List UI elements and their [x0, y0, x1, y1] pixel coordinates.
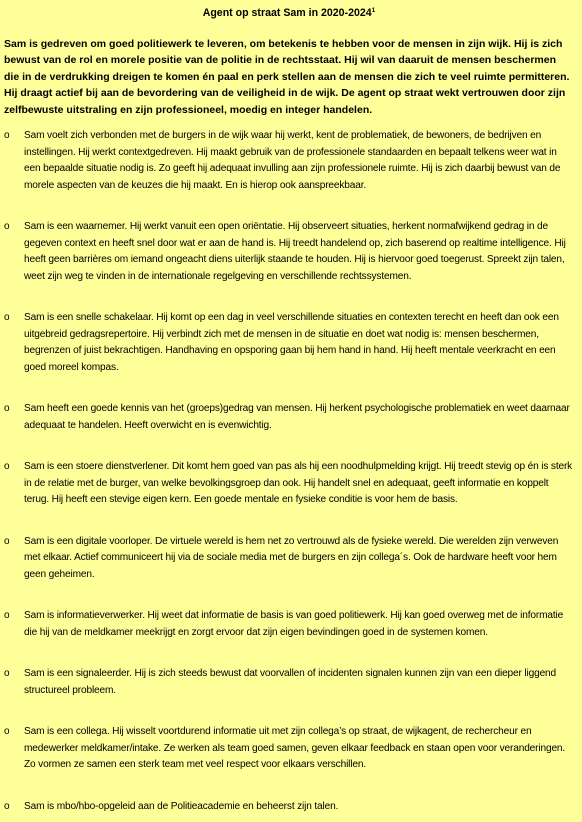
- list-item: [4, 219, 574, 285]
- list-item: [4, 310, 574, 376]
- list-item-text: Sam is informatieverwerker. Hij weet dat informatie de basis is van goed politiewerk. Hij kan goed overweg met de informatie die hij van de meldkamer meekrijgt en zorgt ervoor dat zijn eigen bevindingen goed in de systemen komen.: [24, 610, 564, 638]
- list-item: [4, 401, 574, 434]
- bullet-circle-icon: o: [4, 130, 10, 142]
- list-item-text: Sam is mbo/hbo-opgeleid aan de Politieacademie en beheerst zijn talen.: [24, 800, 339, 812]
- list-item-text: Sam is een stoere dienstverlener. Dit komt hem goed van pas als hij een noodhulpmelding krijgt. Hij treedt stevig op én is sterk in de relatie met de burger, van welke bevolkingsgroep dan ook. Hij handelt snel en adequaat, geeft informatie en koppelt terug. Hij heeft een stevige eigen kern. Een goede mentale en fysieke conditie is voor hem de basis.: [24, 461, 573, 506]
- list-item: [4, 666, 574, 699]
- bullet-circle-icon: o: [4, 461, 10, 473]
- list-item: [4, 128, 574, 194]
- bullet-circle-icon: o: [4, 800, 10, 812]
- bullet-circle-icon: o: [4, 312, 10, 324]
- list-item: [4, 724, 574, 774]
- list-item-text: Sam is een waarnemer. Hij werkt vanuit een open oriëntatie. Hij observeert situaties, herkent normafwijkend gedrag in de gegeven context en heeft snel door wat er aan de hand is. Hij treedt handelend op, zich baserend op realtime intelligence. Hij heeft geen barrières om iemand ongeacht diens uiterlijk staande te houden. Hij is hiervoor goed toegerust. Spreekt zijn talen, weet zijn weg te vinden in de internationale regelgeving en verschillende rechtssystemen.: [24, 221, 566, 282]
- list-item: [4, 534, 574, 584]
- title-footnote-marker: 1: [371, 7, 376, 14]
- profile-bullet-list: [4, 128, 574, 815]
- list-item-text: Sam is een signaleerder. Hij is zich steeds bewust dat voorvallen of incidenten signalen kunnen zijn van een dieper liggend structureel probleem.: [24, 668, 557, 696]
- list-item-text: Sam is een collega. Hij wisselt voortdurend informatie uit met zijn collega’s op straat, de wijkagent, de rechercheur en medewerker meldkamer/intake. Ze werken als team goed samen, geven elkaar feedback en staan open voor veranderingen. Zo vormen ze samen een sterk team met veel respect voor elkaars verschillen.: [24, 726, 566, 771]
- list-item-text: Sam is een snelle schakelaar. Hij komt op een dag in veel verschillende situaties en contexten terecht en heeft dan ook een uitgebreid gedragsrepertoire. Hij verbindt zich met de mensen in de situatie en doet wat nodig is: mensen beschermen, begrenzen of juist bekrachtigen. Handhaving en opsporing gaan bij hem hand in hand. Hij heeft mentale veerkracht en een goed moreel kompas.: [24, 312, 559, 373]
- list-item-text: Sam heeft een goede kennis van het (groeps)gedrag van mensen. Hij herkent psychologische problematiek en weet daarnaar adequaat te handelen. Heeft overwicht en is evenwichtig.: [24, 403, 570, 431]
- bullet-circle-icon: o: [4, 535, 10, 547]
- list-item: [4, 799, 574, 816]
- bullet-circle-icon: o: [4, 726, 10, 738]
- intro-paragraph: Sam is gedreven om goed politiewerk te leveren, om betekenis te hebben voor de mensen in zijn wijk. Hij is zich bewust van de rol en morele positie van de politie in de rechtsstaat. Hij wil van daaruit de mensen beschermen die in de verdrukking dreigen te komen én paal en perk stellen aan de mensen die zich te veel ruimte permitteren. Hij draagt actief bij aan de bevordering van de veiligheid in de wijk. De agent op straat wekt vertrouwen door zijn zelfbewuste uitstraling en zijn professioneel, moedig en integer handelen.: [4, 38, 570, 116]
- list-item: [4, 459, 574, 509]
- bullet-circle-icon: o: [4, 610, 10, 622]
- bullet-circle-icon: o: [4, 403, 10, 415]
- bullet-circle-icon: o: [4, 668, 10, 680]
- list-item: [4, 608, 574, 641]
- list-item-text: Sam is een digitale voorloper. De virtuele wereld is hem net zo vertrouwd als de fysieke wereld. Die werelden zijn verweven met elkaar. Actief communiceert hij via de sociale media met de burgers en zijn collega´s. Ook de hardware heeft voor hem geen geheimen.: [24, 535, 559, 580]
- bullet-circle-icon: o: [4, 221, 10, 233]
- document-title: [4, 7, 574, 20]
- document-title-text: Agent op straat Sam in 2020-2024: [202, 7, 372, 19]
- list-item-text: Sam voelt zich verbonden met de burgers in de wijk waar hij werkt, kent de problematiek, de bewoners, de bedrijven en instellingen. Hij werkt contextgedreven. Hij maakt gebruik van de professionele standaarden en bepaalt telkens weer wat in een bepaalde situatie nodig is. Zo geeft hij adequaat invulling aan zijn professionele ruimte. Hij is zich daarbij bewust van de morele aspecten van de keuzes die hij maakt. En is hierop ook aanspreekbaar.: [24, 130, 561, 191]
